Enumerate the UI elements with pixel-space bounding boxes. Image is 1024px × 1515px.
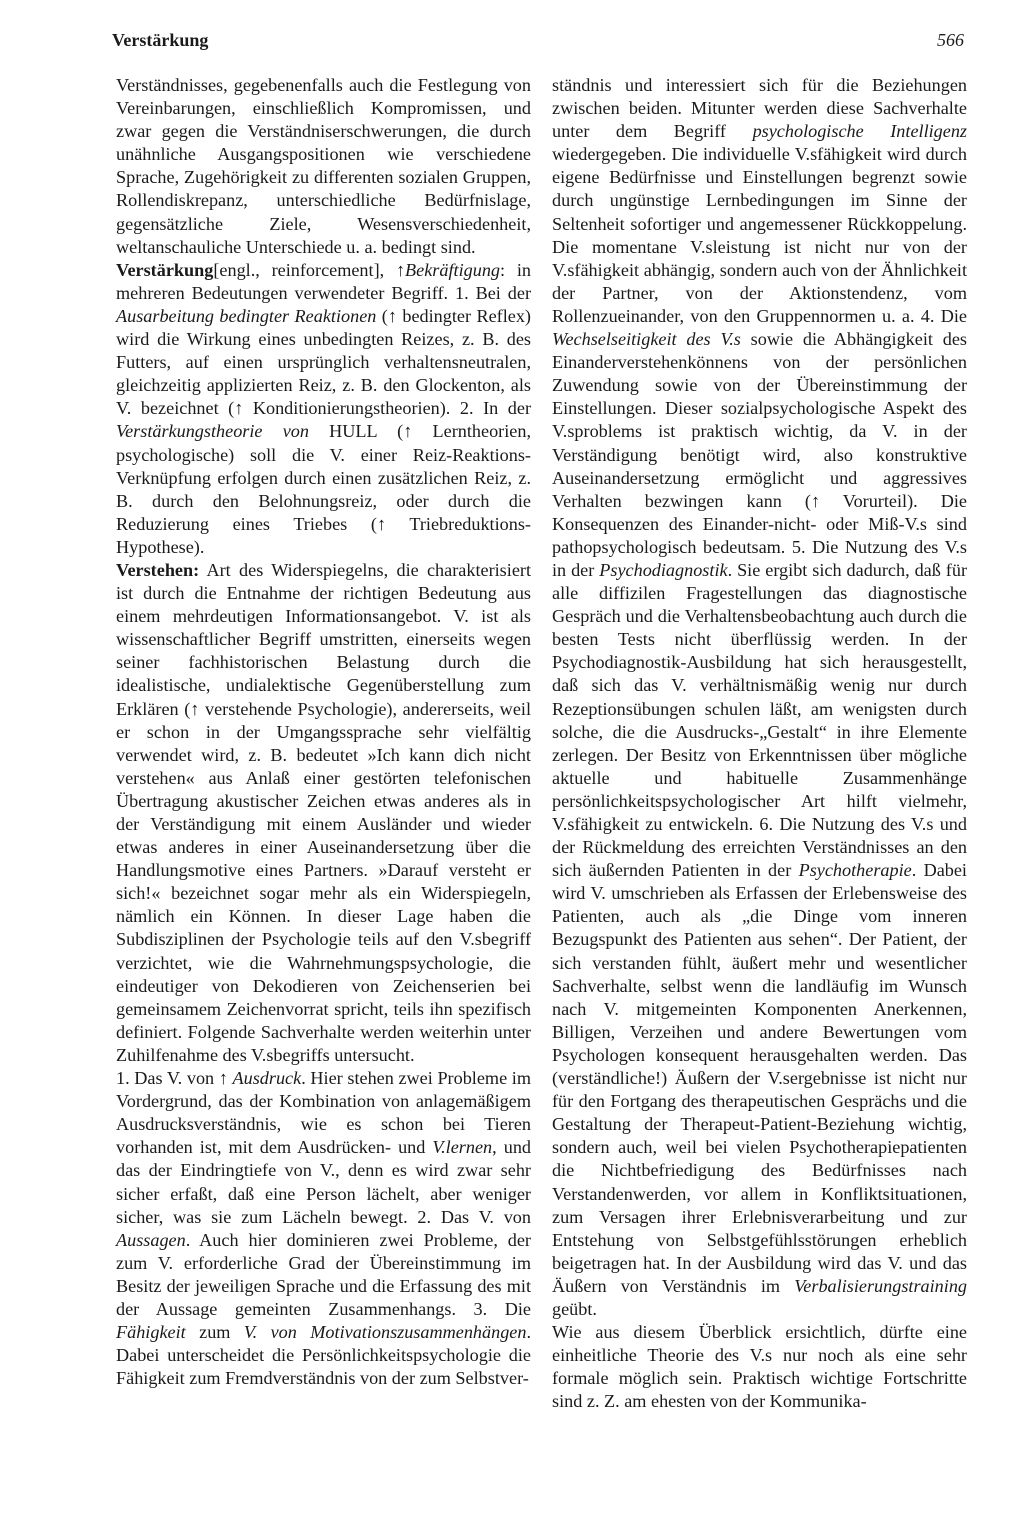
term: Psychodiagnostik [599,559,728,580]
term: V.lernen [432,1137,493,1158]
term: Verbalisierungstraining [794,1275,968,1296]
text-run: sowie die Abhängigkeit des Einanderverstehenkönnens von der persönlichen Zuwendung sowie von der Übereinstimmung der Einstellungen. Dieser sozialpsychologische Aspekt des V.sproblems ist praktisch wichtig, da V. in der Verständigung benötigt wird, also konstruktive Auseinandersetzung ermöglicht und aggressives Verhalten bezwingen kann (↑ Vorurteil). Die Konsequenzen des Einander-nicht- oder Miß-V.s sind pathopsychologisch bedeutsam. 5. Die Nutzung des V.s in der [552,329,967,580]
text-run: . Sie ergibt sich dadurch, daß für alle diffizilen Fragestellungen das diagnostische Gespräch und die Verhaltensbeobachtung auch durch die besten Tests nicht überflüssig werden. In der Psychodiagnostik-Ausbildung hat sich herausgestellt, daß sich das V. verhältnismäßig wenig nur durch Rezeptionsübungen schulen läßt, am wenigsten durch solche, die die Ausdrucks-„Gestalt“ in ihre Elemente zerlegen. Der Besitz von Erkenntnissen über mögliche aktuelle und habituelle Zusammenhänge persönlichkeitspsychologischer Art hilft vielmehr, V.sfähigkeit zu entwickeln. 6. Die Nutzung des V.s und der Rückmeldung des erreichten Verständnisses an den sich äußernden Patienten in der [552,559,967,881]
text-run: ständnis und interessiert sich für die Beziehungen zwischen beiden. Mitunter werden diese Sachverhalte unter dem Begriff [552,75,967,142]
text-run: 1. Das V. von ↑ [116,1068,228,1089]
text-run: (↑ bedingter Reflex) wird die Wirkung eines unbedingten Reizes, z. B. des Futters, auf einen ursprünglich verhaltensneutralen, gleichzeitig applizierten Reiz, z. B. den Glockenton, als V. bezeichnet (↑ Konditionierungstheorien). 2. In der [116,305,531,419]
text-run: . Auch hier dominieren zwei Probleme, der zum V. erforderliche Grad der Übereinstimmung im Besitz der jeweiligen Sprache und die Erfassung des mit der Aussage gemeinten Zusammenhangs. 3. Die [116,1229,531,1319]
text-run: . Dabei wird V. umschrieben als Erfassen der Erlebensweise des Patienten, auch als „die Dinge vom inneren Bezugspunkt des Patienten aus sehen“. Der Patient, der sich verstanden fühlt, äußert mehr und wesentlicher Sachverhalte, selbst wenn die landläufig im Wunsch nach V. mitgemeinten Komponenten Anerkennen, Billigen, Verzeihen und andere Bewertungen vom Psychologen konsequent herausgehalten werden. Das (verständliche!) Äußern der V.sergebnisse ist nicht nur für den Fortgang des therapeutischen Gesprächs und die Gestaltung der Therapeut-Patient-Beziehung wichtig, sondern auch, weil bei vielen Psychotherapiepatienten die Nichtbefriedigung des Bedürfnisses nach Verstandenwerden, vor allem in Konfliktsituationen, zum Versagen ihrer Erlebnisverarbeitung und zur Entstehung von Selbstgefühlsstörungen erheblich beigetragen hat. In der Ausbildung wird das V. und das Äußern von Verständnis im [552,860,967,1296]
text-run: . Dabei unterscheidet die Persönlichkeitspsychologie die Fähigkeit zum Fremdverständnis von der zum Selbstver- [116,1322,532,1389]
paragraph [116,74,531,259]
page-header [112,30,964,60]
cross-reference: Bekräftigung [405,259,501,280]
right-column [552,74,967,1413]
term: Verstärkungstheorie von [116,421,309,442]
text-run: Wie aus diesem Überblick ersichtlich, dürfte eine einheitliche Theorie des V.s nur noch als eine sehr formale möglich sein. Praktisch wichtige Fortschritte sind z. Z. am ehesten von der Kommunika- [552,1322,967,1412]
term: Fähigkeit [116,1322,186,1343]
term: Psychotherapie [798,860,912,881]
text-run: in mehreren Bedeutungen verwendeter Begriff. 1. Bei der [116,259,531,303]
term: Ausarbeitung bedingter Reaktionen [116,305,377,326]
paragraph [116,1067,531,1390]
left-column [116,74,531,1390]
page-number: 566 [937,30,964,50]
text-run: Verständnisses, gegebenenfalls auch die Festlegung von Vereinbarungen, einschließlich Kompromissen, und zwar gegen die Verständniserschwerungen, die durch unähnliche Ausgangspositionen wie verschiedene Sprache, Zugehörigkeit zu differenten sozialen Gruppen, Rollendiskrepanz, unterschiedliche Bedürfnislage, gegensätzliche Ziele, Wesensverschiedenheit, weltanschauliche Unterschiede u. a. bedingt sind. [116,75,531,257]
text-run: wiedergegeben. Die individuelle V.sfähigkeit wird durch eigene Bedürfnisse und Einstellungen begrenzt sowie durch ungünstige Lernbedingungen im Sinne der Seltenheit sofortiger und angemessener Rückkoppelung. Die momentane V.sleistung ist nicht nur von der V.sfähigkeit abhängig, sondern auch von der Ähnlichkeit der Partner, von der Aktionstendenz, vom Rollenzueinander, von den Gruppennormen u. a. 4. Die [552,144,967,326]
term: Ausdruck [232,1068,302,1089]
entry-verstehen [116,559,531,1067]
term: psychologische Intelligenz [752,121,968,142]
running-head: Verstärkung [112,30,209,50]
paragraph [552,74,967,1321]
text-run: . Hier stehen zwei Probleme im Vordergrund, das der Kombination von anlagemäßigem Ausdrucksverständnis, wie es schon bei Tieren vorhanden ist, mit dem Ausdrücken- und [116,1068,531,1158]
gloss: [engl., reinforcement], ↑ [213,259,406,280]
text-run: : [500,259,506,280]
text-run: zum [199,1322,231,1343]
text-run: HULL (↑ Lerntheorien, psychologische) soll die V. einer Reiz-Reaktions-Verknüpfung erfolgen durch einen zusätzlichen Reiz, z. B. durch den Belohnungsreiz, oder durch die Reduzierung eines Triebes (↑ Triebreduktions-Hypothese). [116,421,531,557]
term: Wechselseitigkeit des V.s [552,329,741,350]
term: V. von Motivationszusammenhängen [243,1322,527,1343]
text-run: , und das der Eindringtiefe von V., denn es wird zwar sehr sicher erfaßt, daß eine Person lächelt, aber weniger sicher, was sie zum Lächeln bewegt. 2. Das V. von [116,1137,531,1227]
entry-verstaerkung [116,259,531,559]
paragraph [552,1321,967,1413]
text-run: geübt. [552,1298,597,1319]
text-run: Art des Widerspiegelns, die charakterisiert ist durch die Entnahme der richtigen Bedeutung aus einem mehrdeutigen Informationsangebot. V. ist als wissenschaftlicher Begriff umstritten, einerseits wegen seiner fachhistorischen Belastung durch die idealistische, undialektische Gegenüberstellung zum Erklären (↑ verstehende Psychologie), andererseits, weil er schon in der Umgangssprache sehr vielfältig verwendet wird, z. B. bedeutet »Ich kann dich nicht verstehen« aus Anlaß einer gestörten telefonischen Übertragung akustischer Zeichen etwas anderes als in der Verständigung mit einem Ausländer und wieder etwas anderes in einer Auseinandersetzung über die Handlungsmotive eines Partners. »Darauf versteht er sich!« bezeichnet sogar mehr als ein Widerspiegeln, nämlich ein Können. In dieser Lage haben die Subdisziplinen der Psychologie teils auf den V.sbegriff verzichtet, wie die Wahrnehmungspsychologie, die eindeutiger von Dekodieren von Zeichenserien bei gemeinsamem Zeichenvorrat spricht, teils ihn spezifisch definiert. Folgende Sachverhalte werden weiterhin unter Zuhilfenahme des V.sbegriffs untersucht. [116,559,531,1065]
term: Aussagen [116,1229,186,1250]
headword: Verstärkung [116,259,214,280]
headword: Verstehen: [116,559,200,580]
